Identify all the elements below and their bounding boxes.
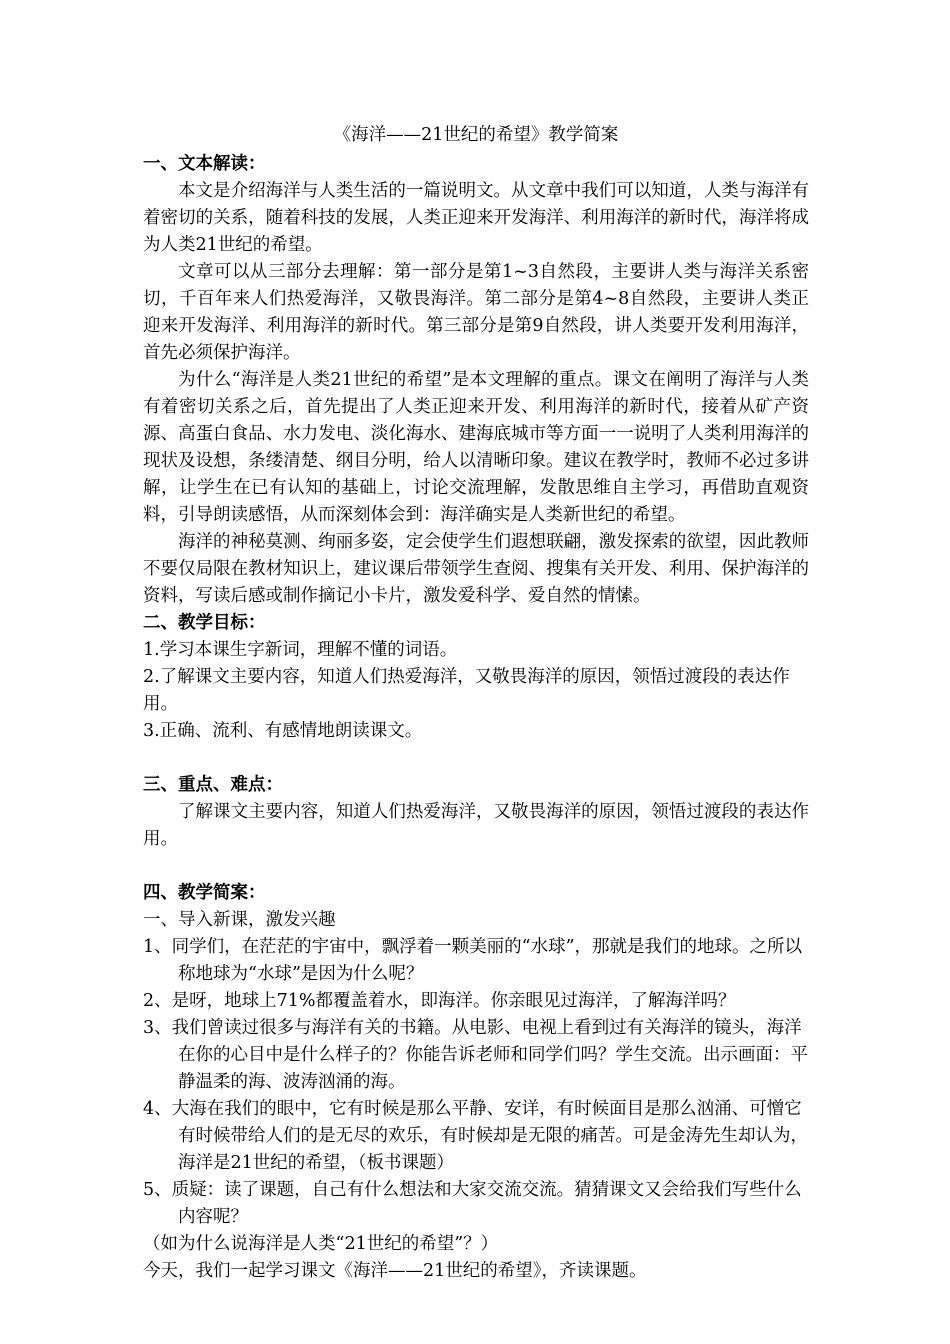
- spacer: [143, 853, 809, 880]
- subheading: 一、导入新课，激发兴趣: [143, 910, 336, 930]
- note-text: （如为什么说海洋是人类“21世纪的希望”？）: [143, 1234, 499, 1254]
- list-item: 5、质疑：读了课题，自己有什么想法和大家交流交流。猜猜课文又会给我们写些什么内容呢？: [143, 1180, 802, 1227]
- section-heading-key-points: 三、重点、难点：: [143, 775, 283, 795]
- paragraph: 本文是介绍海洋与人类生活的一篇说明文。从文章中我们可以知道，人类与海洋有着密切的关系，随着科技的发展，人类正迎来开发海洋、利用海洋的新时代，海洋将成为人类21世纪的希望。: [143, 181, 809, 255]
- list-item: 3.正确、流利、有感情地朗读课文。: [143, 721, 423, 741]
- list-item: 1.学习本课生字新词，理解不懂的词语。: [143, 640, 458, 660]
- closing-text: 今天，我们一起学习课文《海洋——21世纪的希望》，齐读课题。: [143, 1261, 647, 1281]
- paragraph: 了解课文主要内容，知道人们热爱海洋，又敬畏海洋的原因，领悟过渡段的表达作用。: [143, 802, 809, 849]
- paragraph: 文章可以从三部分去理解：第一部分是第1~3自然段，主要讲人类与海洋关系密切，千百年来人们热爱海洋，又敬畏海洋。第二部分是第4~8自然段，主要讲人类正迎来开发海洋、利用海洋的新时代。第三部分是第9自然段，讲人类要开发利用海洋，首先必须保护海洋。: [143, 262, 809, 363]
- section-heading-goals: 二、教学目标：: [143, 613, 266, 633]
- list-item: 3、我们曾读过很多与海洋有关的书籍。从电影、电视上看到过有关海洋的镜头，海洋在你的心目中是什么样子的？你能告诉老师和同学们吗？学生交流。出示画面：平静温柔的海、波涛汹涌的海。: [143, 1018, 808, 1092]
- list-item: 4、大海在我们的眼中，它有时候是那么平静、安详，有时候面目是那么汹涌、可憎它有时候带给人们的是无尽的欢乐，有时候却是无限的痛苦。可是金涛先生却认为，海洋是21世纪的希望，（板书课题）: [143, 1099, 808, 1173]
- paragraph: 为什么“海洋是人类21世纪的希望”是本文理解的重点。课文在阐明了海洋与人类有着密切关系之后，首先提出了人类正迎来开发、利用海洋的新时代，接着从矿产资源、高蛋白食品、水力发电、淡化海水、建海底城市等方面一一说明了人类利用海洋的现状及设想，条缕清楚、纲目分明，给人以清晰印象。建议在教学时，教师不必过多讲解，让学生在已有认知的基础上，讨论交流理解，发散思维自主学习，再借助直观资料，引导朗读感悟，从而深刻体会到：海洋确实是人类新世纪的希望。: [143, 370, 809, 525]
- document-title: 《海洋——21世纪的希望》教学简案: [333, 125, 619, 145]
- section-heading-text-reading: 一、文本解读：: [143, 154, 266, 174]
- list-item: 2.了解课文主要内容，知道人们热爱海洋，又敬畏海洋的原因，领悟过渡段的表达作用。: [143, 667, 790, 714]
- list-item: 2、是呀，地球上71%都覆盖着水，即海洋。你亲眼见过海洋，了解海洋吗？: [143, 991, 736, 1011]
- document-page: [143, 122, 809, 1285]
- spacer: [143, 745, 809, 772]
- section-heading-lesson-plan: 四、教学简案：: [143, 883, 266, 903]
- paragraph: 海洋的神秘莫测、绚丽多姿，定会使学生们遐想联翩，激发探索的欲望，因此教师不要仅局限在教材知识上，建议课后带领学生查阅、搜集有关开发、利用、保护海洋的资料，写读后感或制作摘记小卡片，激发爱科学、爱自然的情愫。: [143, 532, 809, 606]
- list-item: 1、同学们，在茫茫的宇宙中，飘浮着一颗美丽的“水球”，那就是我们的地球。之所以称地球为“水球”是因为什么呢？: [143, 937, 803, 984]
